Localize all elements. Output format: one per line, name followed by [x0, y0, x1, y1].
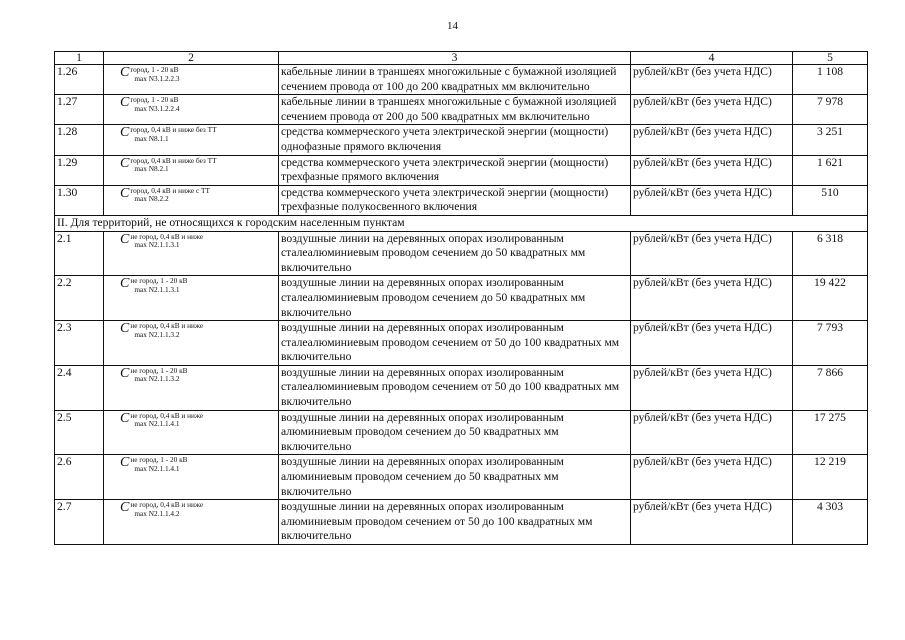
table-row — [55, 155, 868, 185]
formula-symbol: C — [120, 410, 130, 426]
formula-cell — [104, 125, 279, 155]
row-unit: рублей/кВт (без учета НДС) — [631, 125, 793, 155]
row-value: 7 866 — [793, 365, 868, 410]
formula-index — [129, 367, 187, 384]
rate-formula — [120, 66, 180, 83]
row-unit: рублей/кВт (без учета НДС) — [631, 500, 793, 545]
rate-formula — [120, 322, 203, 339]
formula-index — [129, 322, 203, 339]
formula-cell — [104, 410, 279, 455]
formula-index — [129, 126, 216, 143]
formula-symbol: C — [120, 321, 130, 337]
rate-formula — [120, 96, 180, 113]
row-unit: рублей/кВт (без учета НДС) — [631, 321, 793, 366]
row-unit: рублей/кВт (без учета НДС) — [631, 185, 793, 215]
formula-subscript: max N3.1.2.2.4 — [134, 103, 180, 113]
row-unit: рублей/кВт (без учета НДС) — [631, 410, 793, 455]
row-description: средства коммерческого учета электрической энергии (мощности) однофазные прямого включения — [279, 125, 631, 155]
rate-formula — [120, 412, 203, 429]
row-number: 2.3 — [55, 321, 104, 366]
formula-cell — [104, 365, 279, 410]
formula-index — [129, 187, 210, 204]
table-body-urban — [55, 65, 868, 216]
formula-index — [129, 66, 179, 83]
row-value: 3 251 — [793, 125, 868, 155]
formula-cell — [104, 185, 279, 215]
row-number: 2.1 — [55, 231, 104, 276]
page-number: 14 — [447, 20, 458, 32]
row-unit: рублей/кВт (без учета НДС) — [631, 276, 793, 321]
formula-index — [129, 233, 203, 250]
column-header: 3 — [279, 52, 631, 65]
row-value: 19 422 — [793, 276, 868, 321]
row-description: воздушные линии на деревянных опорах изолированным алюминиевым проводом сечением до 50 квадратных мм включительно — [279, 455, 631, 500]
formula-symbol: C — [120, 231, 130, 247]
table-row — [55, 455, 868, 500]
formula-index — [129, 456, 187, 473]
row-unit: рублей/кВт (без учета НДС) — [631, 455, 793, 500]
column-header: 4 — [631, 52, 793, 65]
formula-superscript: не город, 1 - 20 кВ — [130, 455, 188, 465]
rate-formula — [120, 233, 203, 250]
column-header: 5 — [793, 52, 868, 65]
formula-cell — [104, 231, 279, 276]
row-value: 1 621 — [793, 155, 868, 185]
formula-superscript: город, 0,4 кВ и ниже без ТТ — [130, 125, 217, 135]
formula-subscript: max N8.1.1 — [134, 133, 169, 143]
formula-superscript: не город, 0,4 кВ и ниже — [130, 410, 204, 420]
row-value: 17 275 — [793, 410, 868, 455]
row-description: воздушные линии на деревянных опорах изолированным сталеалюминиевым проводом сечением до 50 квадратных мм включительно — [279, 276, 631, 321]
formula-subscript: max N3.1.2.2.3 — [134, 73, 180, 83]
rate-formula — [120, 501, 203, 518]
row-value: 12 219 — [793, 455, 868, 500]
formula-superscript: не город, 0,4 кВ и ниже — [130, 321, 204, 331]
formula-symbol: C — [120, 65, 130, 80]
formula-symbol: C — [120, 155, 130, 171]
table-row — [55, 276, 868, 321]
formula-superscript: город, 0,4 кВ и ниже с ТТ — [130, 185, 210, 195]
formula-subscript: max N2.1.1.3.1 — [134, 284, 180, 294]
row-description: воздушные линии на деревянных опорах изолированным сталеалюминиевым проводом сечением до 50 квадратных мм включительно — [279, 231, 631, 276]
formula-cell — [104, 155, 279, 185]
row-unit: рублей/кВт (без учета НДС) — [631, 365, 793, 410]
formula-cell — [104, 95, 279, 125]
row-number: 2.5 — [55, 410, 104, 455]
row-description: воздушные линии на деревянных опорах изолированным сталеалюминиевым проводом сечением от 50 до 100 квадратных мм включительно — [279, 365, 631, 410]
row-number: 1.29 — [55, 155, 104, 185]
section-title: II. Для территорий, не относящихся к городским населенным пунктам — [55, 215, 868, 231]
section-row — [55, 215, 868, 231]
row-number: 2.6 — [55, 455, 104, 500]
tariff-table — [54, 51, 868, 545]
rate-formula — [120, 367, 187, 384]
column-header: 1 — [55, 52, 104, 65]
formula-symbol: C — [120, 365, 130, 381]
formula-subscript: max N2.1.1.3.1 — [134, 240, 180, 250]
formula-subscript: max N2.1.1.4.1 — [134, 419, 180, 429]
row-unit: рублей/кВт (без учета НДС) — [631, 95, 793, 125]
table-row — [55, 185, 868, 215]
rate-formula — [120, 126, 217, 143]
table-row — [55, 500, 868, 545]
formula-subscript: max N2.1.1.4.2 — [134, 508, 180, 518]
formula-symbol: C — [120, 500, 130, 516]
formula-subscript: max N8.2.1 — [134, 164, 169, 174]
formula-cell — [104, 321, 279, 366]
row-description: средства коммерческого учета электрической энергии (мощности) трехфазные полукосвенного включения — [279, 185, 631, 215]
rate-formula — [120, 277, 187, 294]
row-unit: рублей/кВт (без учета НДС) — [631, 65, 793, 95]
row-unit: рублей/кВт (без учета НДС) — [631, 155, 793, 185]
table-body-rural — [55, 231, 868, 544]
row-value: 4 303 — [793, 500, 868, 545]
row-value: 6 318 — [793, 231, 868, 276]
rate-formula — [120, 157, 217, 174]
table-row — [55, 410, 868, 455]
formula-symbol: C — [120, 455, 130, 471]
row-number: 1.30 — [55, 185, 104, 215]
formula-index — [129, 96, 179, 113]
row-description: воздушные линии на деревянных опорах изолированным алюминиевым проводом сечением до 50 квадратных мм включительно — [279, 410, 631, 455]
formula-cell — [104, 65, 279, 95]
column-header: 2 — [104, 52, 279, 65]
formula-subscript: max N2.1.1.3.2 — [134, 329, 180, 339]
formula-subscript: max N2.1.1.3.2 — [134, 374, 180, 384]
formula-cell — [104, 276, 279, 321]
formula-subscript: max N2.1.1.4.1 — [134, 463, 180, 473]
row-description: кабельные линии в траншеях многожильные с бумажной изоляцией сечением провода от 200 до 500 квадратных мм включительно — [279, 95, 631, 125]
formula-index — [129, 501, 203, 518]
row-value: 7 793 — [793, 321, 868, 366]
table-row — [55, 321, 868, 366]
formula-subscript: max N8.2.2 — [134, 194, 169, 204]
row-description: кабельные линии в траншеях многожильные с бумажной изоляцией сечением провода от 100 до 200 квадратных мм включительно — [279, 65, 631, 95]
table-row — [55, 125, 868, 155]
formula-superscript: город, 1 - 20 кВ — [130, 95, 179, 105]
row-number: 1.28 — [55, 125, 104, 155]
row-number: 2.4 — [55, 365, 104, 410]
row-number: 2.7 — [55, 500, 104, 545]
row-description: средства коммерческого учета электрической энергии (мощности) трехфазные прямого включения — [279, 155, 631, 185]
row-number: 1.26 — [55, 65, 104, 95]
rate-formula — [120, 456, 187, 473]
rate-formula — [120, 187, 210, 204]
row-unit: рублей/кВт (без учета НДС) — [631, 231, 793, 276]
row-value: 1 108 — [793, 65, 868, 95]
table-row — [55, 365, 868, 410]
formula-superscript: не город, 0,4 кВ и ниже — [130, 500, 204, 510]
formula-superscript: не город, 0,4 кВ и ниже — [130, 231, 204, 241]
row-number: 2.2 — [55, 276, 104, 321]
table-row — [55, 65, 868, 95]
table-row — [55, 95, 868, 125]
formula-cell — [104, 455, 279, 500]
formula-symbol: C — [120, 95, 130, 111]
formula-index — [129, 412, 203, 429]
section-header — [55, 215, 868, 231]
formula-superscript: не город, 1 - 20 кВ — [130, 276, 188, 286]
formula-symbol: C — [120, 276, 130, 292]
formula-index — [129, 157, 216, 174]
row-description: воздушные линии на деревянных опорах изолированным сталеалюминиевым проводом сечением от 50 до 100 квадратных мм включительно — [279, 321, 631, 366]
formula-symbol: C — [120, 125, 130, 141]
row-value: 7 978 — [793, 95, 868, 125]
row-value: 510 — [793, 185, 868, 215]
formula-superscript: город, 0,4 кВ и ниже без ТТ — [130, 155, 217, 165]
formula-symbol: C — [120, 185, 130, 201]
table-row — [55, 231, 868, 276]
formula-index — [129, 277, 187, 294]
formula-cell — [104, 500, 279, 545]
column-number-row — [55, 52, 868, 65]
formula-superscript: не город, 1 - 20 кВ — [130, 365, 188, 375]
row-description: воздушные линии на деревянных опорах изолированным алюминиевым проводом сечением от 50 до 100 квадратных мм включительно — [279, 500, 631, 545]
formula-superscript: город, 1 - 20 кВ — [130, 65, 179, 74]
row-number: 1.27 — [55, 95, 104, 125]
